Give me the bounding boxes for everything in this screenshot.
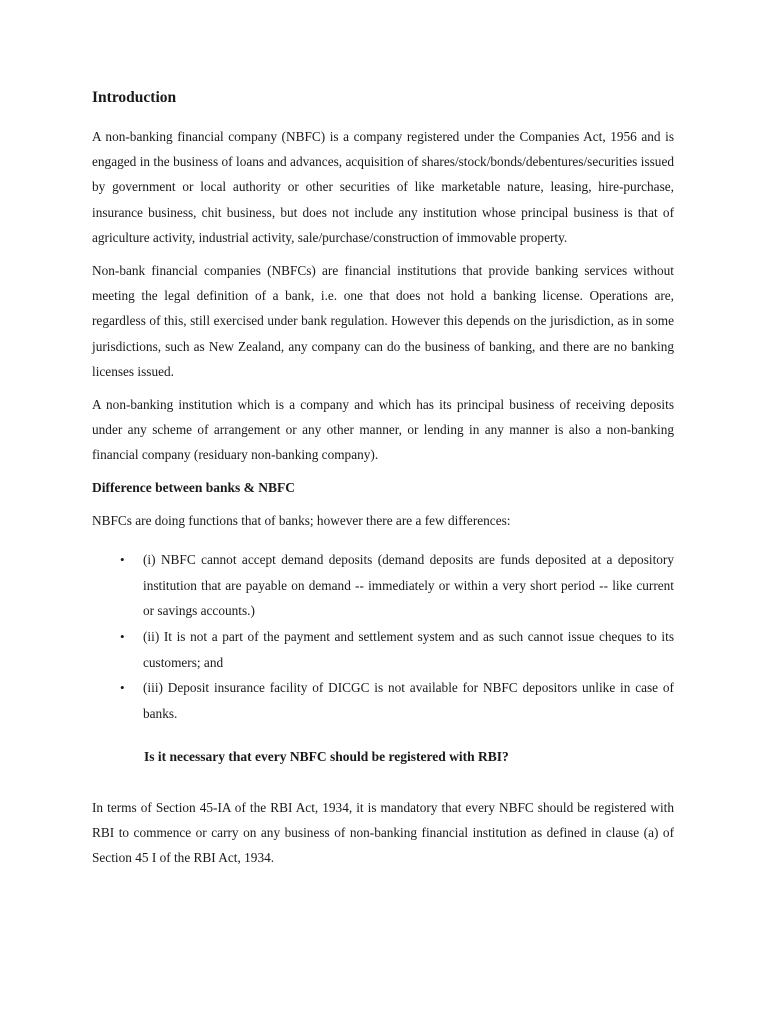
intro-paragraph-1: A non-banking financial company (NBFC) is a company registered under the Companies Act, 1956 and is engaged in the business of loans and advances, acquisition of shares/stock/bonds/debentures/securities issued by government or local authority or other securities of like marketable nature, leasing, hire-purchase, insurance business, chit business, but does not include any institution whose principal business is that of agriculture activity, industrial activity, sale/purchase/construction of immovable property. bbox=[92, 129, 674, 245]
bullet-icon: • bbox=[120, 628, 125, 644]
bullet-icon: • bbox=[120, 551, 125, 567]
answer-paragraph: In terms of Section 45-IA of the RBI Act, 1934, it is mandatory that every NBFC should be registered with RBI to commence or carry on any business of non-banking financial institution as defined in clause (a) of Section 45 I of the RBI Act, 1934. bbox=[92, 799, 674, 866]
bullet-icon: • bbox=[120, 680, 125, 696]
difference-heading: Difference between banks & NBFC bbox=[92, 479, 295, 495]
list-item bbox=[92, 624, 674, 675]
difference-intro: NBFCs are doing functions that of banks; however there are a few differences: bbox=[92, 512, 511, 528]
question-heading: Is it necessary that every NBFC should be registered with RBI? bbox=[144, 748, 509, 764]
intro-paragraph-3: A non-banking institution which is a company and which has its principal business of receiving deposits under any scheme of arrangement or any other manner, or lending in any manner is also a non-banking financial company (residuary non-banking company). bbox=[92, 397, 674, 463]
document-page bbox=[92, 86, 674, 878]
list-item bbox=[92, 675, 674, 726]
difference-list bbox=[92, 547, 674, 727]
list-item-text: (ii) It is not a part of the payment and settlement system and as such cannot issue cheques to its customers; and bbox=[143, 628, 674, 670]
page-title: Introduction bbox=[92, 89, 177, 106]
list-item-text: (i) NBFC cannot accept demand deposits (demand deposits are funds deposited at a depository institution that are payable on demand -- immediately or within a very short period -- like current or savings accounts.) bbox=[143, 551, 674, 619]
list-item bbox=[92, 547, 674, 624]
intro-paragraph-2: Non-bank financial companies (NBFCs) are financial institutions that provide banking services without meeting the legal definition of a bank, i.e. one that does not hold a banking license. Operations are, regardless of this, still exercised under bank regulation. However this depends on the jurisdiction, as in some jurisdictions, such as New Zealand, any company can do the business of banking, and there are no banking licenses issued. bbox=[92, 263, 674, 379]
list-item-text: (iii) Deposit insurance facility of DICGC is not available for NBFC depositors unlike in case of banks. bbox=[143, 680, 674, 722]
